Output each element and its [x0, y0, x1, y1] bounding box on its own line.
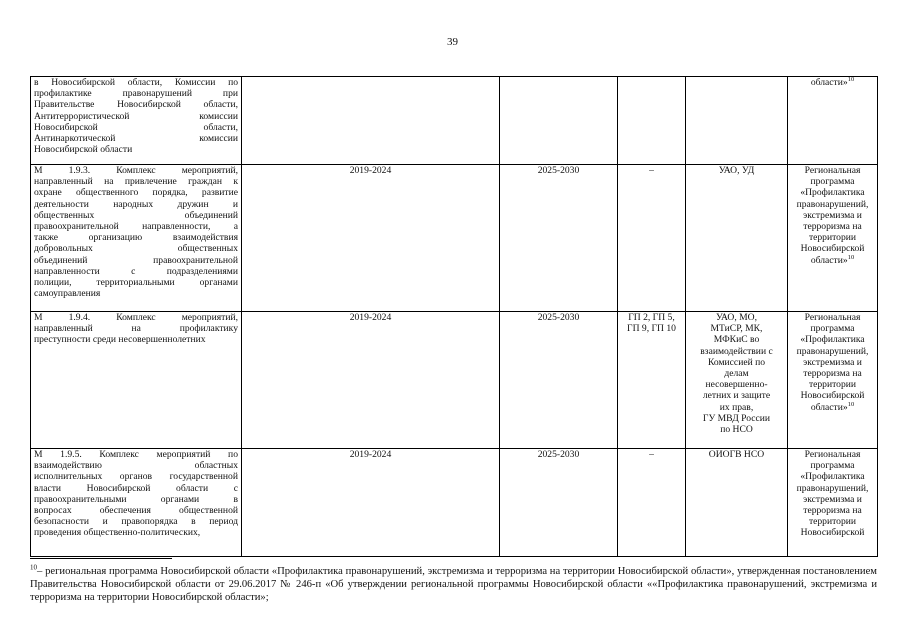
executor-line: Комиссией по	[707, 356, 766, 368]
state-program-text: –	[649, 449, 654, 460]
table-row	[31, 77, 878, 165]
footnote-reference: 10	[847, 400, 855, 408]
program-line: экстремизма и	[803, 209, 862, 221]
measure-description-cell	[31, 77, 242, 165]
state-program-cell	[618, 312, 686, 449]
end-period-text: 2025-2030	[537, 312, 580, 323]
executor-line: взаимодействии с	[700, 345, 773, 357]
description-line: вопросах обеспечения общественной	[34, 505, 238, 517]
state-program-cell	[618, 77, 686, 165]
executor-line: ОИОГВ НСО	[708, 449, 765, 460]
start-period-cell	[242, 312, 500, 449]
description-line: профилактике правонарушений при	[34, 88, 238, 100]
description-line: правоохранительными органами в	[34, 493, 238, 505]
description-line: Антитеррористической комиссии	[34, 110, 238, 122]
description-line: полиции, территориальными органами	[34, 277, 238, 289]
executor-line: делам	[724, 368, 749, 380]
start-period-cell	[242, 77, 500, 165]
executor-line: их прав,	[719, 401, 754, 413]
executor-line: МФКиС во	[713, 334, 760, 346]
description-line: правоохранительной направленности, а	[34, 221, 238, 233]
measure-description-cell	[31, 312, 242, 449]
executor-line: УАО, УД	[718, 165, 755, 176]
footnote-divider	[30, 558, 172, 559]
program-line: экстремизма и	[803, 356, 862, 368]
program-line: Региональная	[804, 449, 861, 460]
start-period-cell	[242, 165, 500, 312]
executor-line: МТиСР, МК,	[710, 323, 763, 335]
program-line: Региональная	[804, 312, 861, 323]
program-line: терроризма на	[803, 505, 862, 517]
program-line: Новосибирской	[800, 527, 865, 539]
executor-line: несовершенно-	[705, 379, 768, 391]
footnote-marker: 10	[30, 563, 37, 572]
measure-description-cell	[31, 449, 242, 557]
description-line: направленный на профилактику	[34, 323, 238, 335]
start-period-text: 2019-2024	[349, 449, 392, 460]
program-cell	[788, 449, 878, 557]
start-period-text: 2019-2024	[349, 165, 392, 176]
program-cell	[788, 312, 878, 449]
program-line: Новосибирской	[800, 243, 865, 255]
executor-line: летних и защите	[702, 390, 771, 402]
program-line: терроризма на	[803, 368, 862, 380]
program-line-with-ref	[791, 255, 874, 266]
page-number: 39	[447, 36, 458, 48]
program-line: области»	[810, 77, 848, 88]
program-line: «Профилактика	[800, 187, 865, 199]
measure-description-cell	[31, 165, 242, 312]
description-line: исполнительных органов государственной	[34, 471, 238, 483]
description-line: направленный на привлечение граждан к	[34, 176, 238, 188]
program-cell	[788, 77, 878, 165]
footnote	[30, 565, 877, 605]
description-line: безопасности и правопорядка в период	[34, 516, 238, 528]
program-line: области»	[810, 401, 848, 413]
start-period-cell	[242, 449, 500, 557]
program-line: терроризма на	[803, 221, 862, 233]
program-line: экстремизма и	[803, 493, 862, 505]
table-row	[31, 165, 878, 312]
description-line: преступности среди несовершеннолетних	[34, 334, 206, 346]
end-period-cell	[500, 165, 618, 312]
state-program-cell	[618, 165, 686, 312]
program-line: территории	[808, 516, 857, 528]
program-line: правонарушений,	[796, 482, 869, 494]
program-line: «Профилактика	[800, 334, 865, 346]
description-line: объединений правоохранительной	[34, 254, 238, 266]
program-line: правонарушений,	[796, 198, 869, 210]
program-line: программа	[810, 460, 855, 472]
program-line-with-ref	[791, 77, 874, 88]
description-line: Правительстве Новосибирской области,	[34, 99, 238, 111]
table-row	[31, 449, 878, 557]
description-line: власти Новосибирской области с	[34, 482, 238, 494]
executor-line: по НСО	[720, 424, 753, 436]
program-line: территории	[808, 232, 857, 244]
program-line: области»	[810, 254, 848, 266]
program-line-with-ref	[791, 402, 874, 413]
program-line: Региональная	[804, 165, 861, 176]
executor-line: ГУ МВД России	[702, 412, 771, 424]
end-period-cell	[500, 312, 618, 449]
program-cell	[788, 165, 878, 312]
end-period-text: 2025-2030	[537, 165, 580, 176]
executors-cell	[686, 449, 788, 557]
measures-table	[30, 76, 878, 557]
state-program-cell	[618, 449, 686, 557]
description-line: охране общественного порядка, развитие	[34, 187, 238, 199]
executors-cell	[686, 312, 788, 449]
description-line: М 1.9.3. Комплекс мероприятий,	[34, 165, 238, 176]
state-program-text: –	[649, 165, 654, 176]
table-row	[31, 312, 878, 449]
description-line: также организацию взаимодействия	[34, 232, 238, 244]
description-line: М 1.9.5. Комплекс мероприятий по	[34, 449, 238, 460]
state-program-text: ГП 2, ГП 5, ГП 9, ГП 10	[627, 312, 676, 335]
description-line: деятельности народных дружин и	[34, 198, 238, 210]
executor-line: УАО, МО,	[716, 312, 757, 323]
description-line: Новосибирской области,	[34, 121, 238, 133]
description-line: общественных объединений	[34, 209, 238, 221]
program-line: территории	[808, 379, 857, 391]
start-period-text: 2019-2024	[349, 312, 392, 323]
footnote-reference: 10	[847, 253, 855, 261]
program-line: Новосибирской	[800, 390, 865, 402]
description-line: М 1.9.4. Комплекс мероприятий,	[34, 312, 238, 323]
description-line: Новосибирской области	[34, 144, 133, 156]
program-line: программа	[810, 323, 855, 335]
end-period-cell	[500, 449, 618, 557]
description-line: проведения общественно-политических,	[34, 527, 201, 539]
program-line: программа	[810, 176, 855, 188]
end-period-text: 2025-2030	[537, 449, 580, 460]
description-line: Антинаркотической комиссии	[34, 133, 238, 145]
end-period-cell	[500, 77, 618, 165]
footnote-text: – региональная программа Новосибирской области «Профилактика правонарушений, экстремизма и терроризма на территории Новосибирской области», утвержденная постановлением Правительства Новосибирской области от 29.06.2017 № 246-п «Об утверждении региональной программы Новосибирской области ««Профилактика правонарушений, экстремизма и терроризма на территории Новосибирской области»;	[30, 566, 877, 604]
description-line: добровольных общественных	[34, 243, 238, 255]
description-line: направленности с подразделениями	[34, 265, 238, 277]
description-line: самоуправления	[34, 288, 101, 300]
program-line: правонарушений,	[796, 345, 869, 357]
footnote-reference: 10	[847, 76, 855, 83]
description-line: взаимодействию областных	[34, 460, 238, 472]
executors-cell	[686, 165, 788, 312]
description-line: в Новосибирской области, Комиссии по	[34, 77, 238, 88]
executors-cell	[686, 77, 788, 165]
program-line: «Профилактика	[800, 471, 865, 483]
